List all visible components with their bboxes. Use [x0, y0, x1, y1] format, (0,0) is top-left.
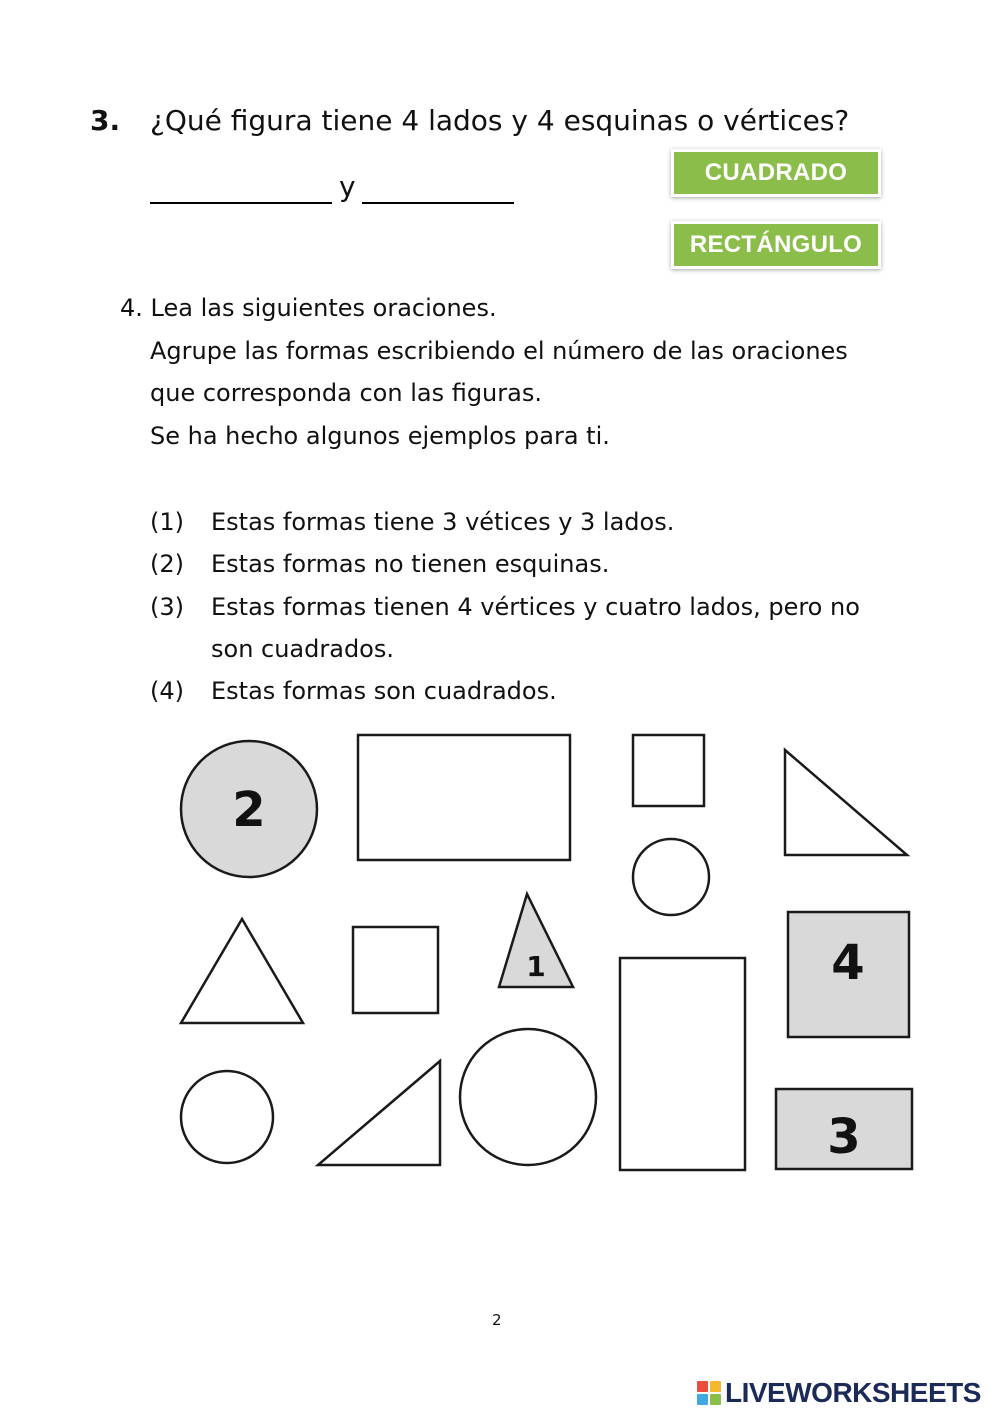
square-medium[interactable] [353, 927, 438, 1013]
page-number: 2 [492, 1311, 502, 1329]
sentence-1-number: (1) [150, 508, 184, 536]
liveworksheets-logo[interactable] [697, 1377, 981, 1409]
right-triangle-bottom[interactable] [318, 1061, 440, 1165]
question-4-instruction-1: Agrupe las formas escribiendo el número de las oraciones [150, 337, 848, 365]
answer-option-cuadrado[interactable]: CUADRADO [671, 149, 881, 197]
sentence-1-text: Estas formas tiene 3 vétices y 3 lados. [211, 508, 675, 536]
liveworksheets-logo-icon [697, 1381, 721, 1405]
circle-large-bottom[interactable] [460, 1029, 596, 1165]
circle-small-middle[interactable] [633, 839, 709, 915]
sentence-3-text-cont: son cuadrados. [211, 635, 394, 663]
label-circle-example: 2 [232, 782, 266, 838]
answer-conjunction: y [339, 170, 356, 203]
right-triangle-top[interactable] [785, 750, 907, 855]
rectangle-tall[interactable] [620, 958, 745, 1170]
question-4-title: 4. Lea las siguientes oraciones. [120, 294, 497, 322]
sentence-2-text: Estas formas no tienen esquinas. [211, 550, 610, 578]
answer-option-rectangulo[interactable]: RECTÁNGULO [671, 221, 881, 269]
sentence-3-number: (3) [150, 593, 184, 621]
square-small-top[interactable] [633, 735, 704, 806]
label-square-example: 4 [831, 935, 865, 991]
triangle-equilateral[interactable] [181, 919, 303, 1023]
sentence-3-text: Estas formas tienen 4 vértices y cuatro lados, pero no [211, 593, 860, 621]
sentence-4-number: (4) [150, 677, 184, 705]
logo-text: LIVEWORKSHEETS [725, 1377, 981, 1408]
question-4-instruction-3: Se ha hecho algunos ejemplos para ti. [150, 422, 610, 450]
question-3-number: 3. [90, 104, 121, 137]
label-triangle-example: 1 [526, 950, 546, 983]
question-3-text: ¿Qué figura tiene 4 lados y 4 esquinas o vértices? [150, 104, 850, 137]
sentence-2-number: (2) [150, 550, 184, 578]
label-rectangle-example: 3 [827, 1109, 861, 1165]
sentence-4-text: Estas formas son cuadrados. [211, 677, 557, 705]
question-4-instruction-2: que corresponda con las figuras. [150, 379, 542, 407]
circle-bottom-left[interactable] [181, 1071, 273, 1163]
rectangle-wide[interactable] [358, 735, 570, 860]
